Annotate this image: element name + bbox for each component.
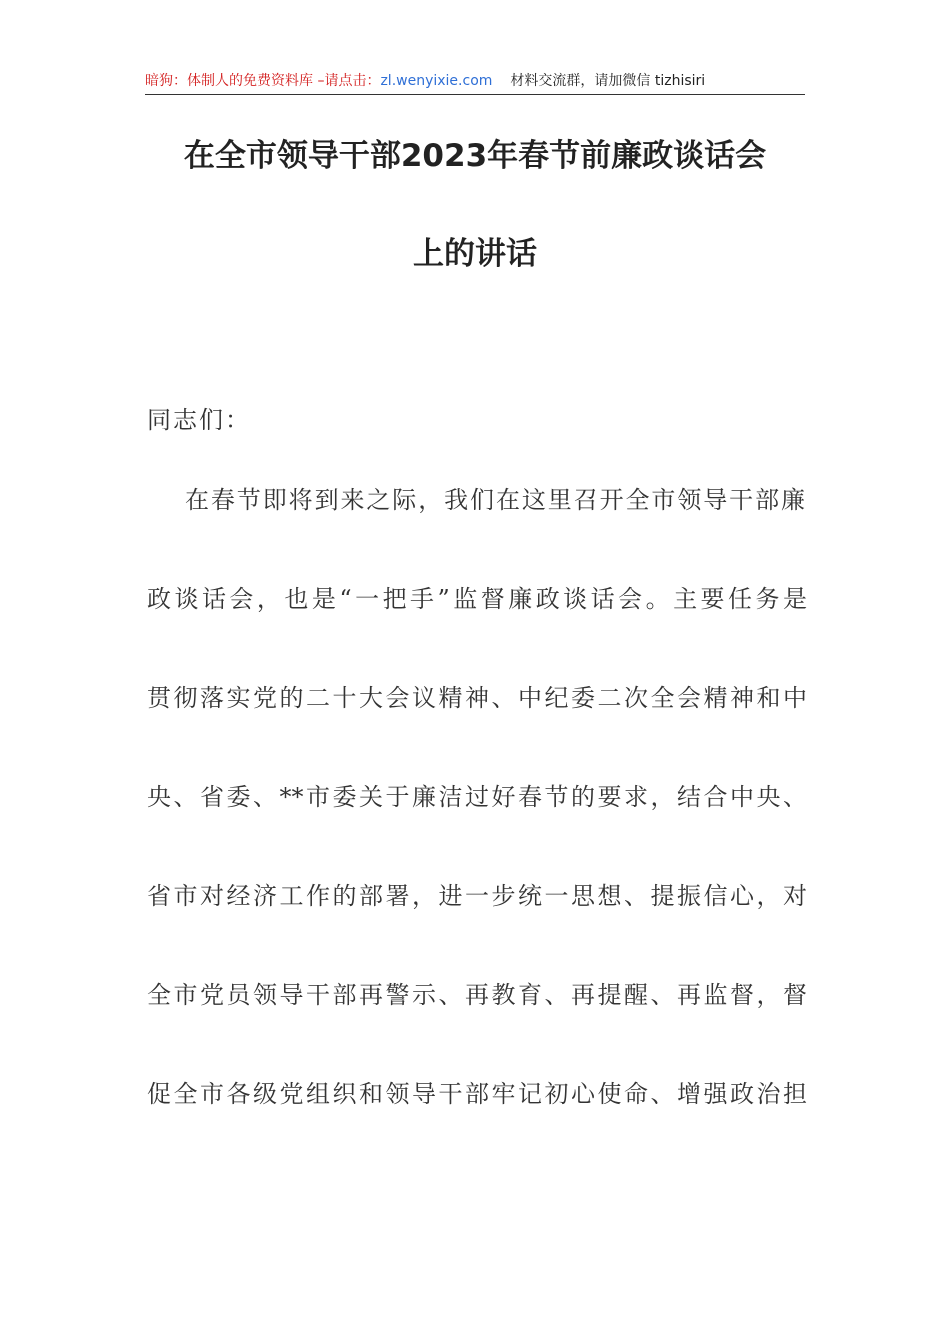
body-line: 政谈话会，也是“一把手”监督廉政谈话会。主要任务是: [147, 585, 807, 613]
body-line: 央、省委、**市委关于廉洁过好春节的要求，结合中央、: [147, 783, 807, 811]
header-brand: 暗狗：体制人的免费资料库: [145, 73, 313, 89]
document-title-line-1: 在全市领导干部2023年春节前廉政谈话会: [183, 138, 767, 174]
header-contact: 材料交流群，请加微信 tizhisiri: [510, 73, 706, 89]
salutation: 同志们：: [147, 406, 251, 434]
page-header: [145, 68, 805, 95]
header-url-link[interactable]: zl.wenyixie.com: [380, 73, 493, 89]
body-line: 促全市各级党组织和领导干部牢记初心使命、增强政治担: [147, 1080, 807, 1108]
document-title-line-2: 上的讲话: [413, 236, 537, 272]
body-line: 在春节即将到来之际，我们在这里召开全市领导干部廉: [185, 486, 805, 514]
body-line: 贯彻落实党的二十大会议精神、中纪委二次全会精神和中: [147, 684, 807, 712]
body-line: 省市对经济工作的部署，进一步统一思想、提振信心，对: [147, 882, 807, 910]
body-line: 全市党员领导干部再警示、再教育、再提醒、再监督，督: [147, 981, 807, 1009]
header-click-text: –请点击：: [313, 73, 381, 89]
